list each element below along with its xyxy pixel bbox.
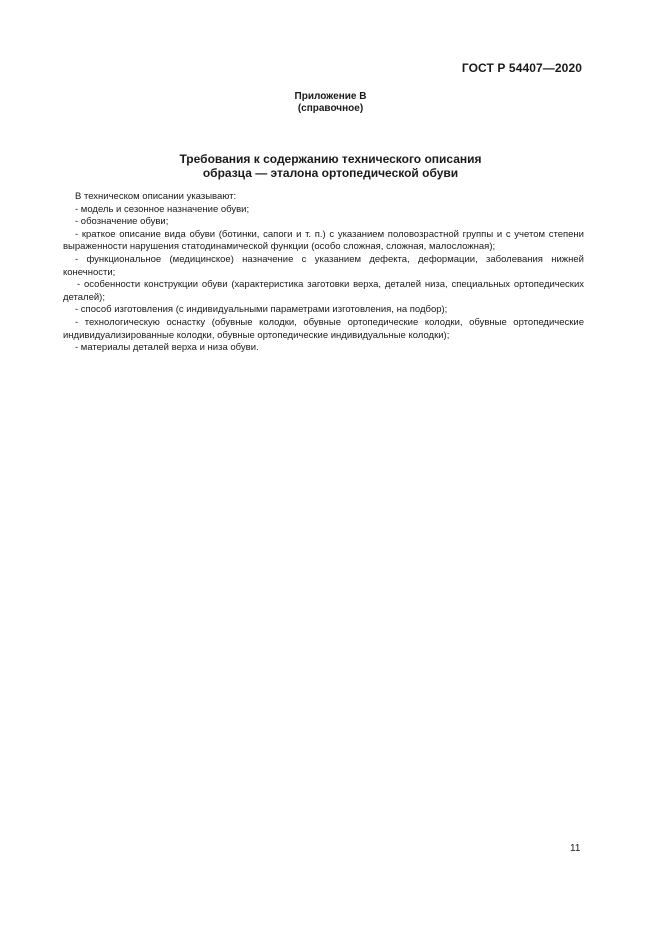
section-title [0,152,661,180]
annex-heading [0,91,661,115]
annex-label: Приложение В [294,91,367,102]
list-item: - технологическую оснастку (обувные колодки, обувные ортопедические колодки, обувные ортопедические индивидуализированные колодки, обувные ортопедические индивидуальные колодки); [63,316,584,341]
list-item: - особенности конструкции обуви (характеристика заготовки верха, деталей низа, специальных ортопедических деталей); [63,279,584,303]
standard-code: ГОСТ Р 54407—2020 [461,61,582,75]
body-text [63,191,584,355]
list-item: - способ изготовления (с индивидуальными параметрами изготовления, на подбор); [75,304,448,316]
list-item: - материалы деталей верха и низа обуви. [75,342,259,354]
annex-type: (справочное) [297,103,364,114]
list-item: - краткое описание вида обуви (ботинки, сапоги и т. п.) с указанием половозрастной группы и с учетом степени выраженности нарушения статодинамической функции (особо сложная, сложная, малосложная); [63,228,584,253]
list-item: - модель и сезонное назначение обуви; [75,203,250,215]
list-item: - функциональное (медицинское) назначение с указанием дефекта, деформации, заболевания нижней конечности; [63,253,584,278]
section-title-line2: образца — эталона ортопедической обуви [202,166,459,180]
list-item: - обозначение обуви; [75,216,169,228]
page-number: 11 [570,843,581,854]
section-title-line1: Требования к содержанию технического описания [179,152,482,166]
intro-paragraph: В техническом описании указывают: [75,191,237,202]
